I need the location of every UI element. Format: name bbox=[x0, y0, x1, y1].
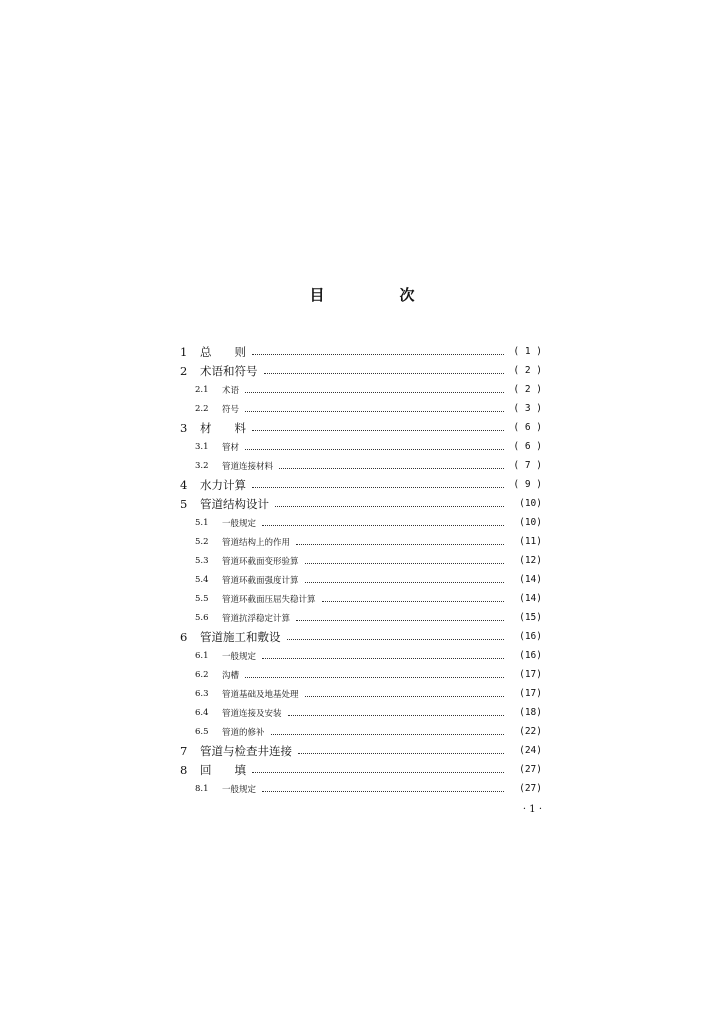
toc-entry-title: 一般规定 bbox=[222, 651, 257, 662]
toc-entry-title: 管道施工和敷设 bbox=[200, 629, 281, 644]
dot-leader bbox=[287, 638, 505, 640]
toc-entry-title: 管道结构设计 bbox=[200, 496, 269, 511]
toc-entry-page: ( 2 ) bbox=[513, 365, 542, 376]
toc-entry-number: 2.1 bbox=[195, 384, 209, 395]
toc-entry-number: 5.6 bbox=[195, 612, 209, 623]
toc-entry-title: 总 则 bbox=[200, 344, 246, 359]
toc-entry-number: 6.4 bbox=[195, 707, 209, 718]
dot-leader bbox=[271, 733, 504, 735]
dot-leader bbox=[296, 543, 504, 545]
toc-entry-number: 5 bbox=[180, 496, 188, 511]
toc-entry-number: 5.3 bbox=[195, 555, 209, 566]
dot-leader bbox=[245, 410, 504, 412]
toc-entry-page: ( 2 ) bbox=[513, 384, 542, 395]
dot-leader bbox=[252, 771, 504, 773]
toc-entry-page: (24) bbox=[519, 745, 542, 756]
toc-entry-title: 术语和符号 bbox=[200, 363, 258, 378]
toc-entry-page: (17) bbox=[519, 669, 542, 680]
toc-entry-section[interactable] bbox=[180, 456, 542, 475]
dot-leader bbox=[245, 448, 504, 450]
toc-entry-title: 管材 bbox=[222, 442, 240, 453]
dot-leader bbox=[279, 467, 504, 469]
toc-entry-section[interactable] bbox=[180, 779, 542, 798]
toc-entry-section[interactable] bbox=[180, 589, 542, 608]
toc-entry-number: 4 bbox=[180, 477, 188, 492]
toc-entry-page: (27) bbox=[519, 764, 542, 775]
toc-entry-number: 6.1 bbox=[195, 650, 209, 661]
toc-entry-title: 回 填 bbox=[200, 762, 246, 777]
toc-entry-number: 3.2 bbox=[195, 460, 209, 471]
toc-entry-number: 3 bbox=[180, 420, 188, 435]
toc-entry-chapter[interactable] bbox=[180, 475, 542, 494]
toc-entry-title: 符号 bbox=[222, 404, 240, 415]
toc-entry-section[interactable] bbox=[180, 703, 542, 722]
toc-entry-section[interactable] bbox=[180, 570, 542, 589]
dot-leader bbox=[252, 486, 504, 488]
dot-leader bbox=[298, 752, 504, 754]
toc-entry-title: 管道环截面压屈失稳计算 bbox=[222, 594, 316, 605]
dot-leader bbox=[245, 676, 504, 678]
toc-entry-section[interactable] bbox=[180, 665, 542, 684]
toc-entry-title: 材 料 bbox=[200, 420, 246, 435]
dot-leader bbox=[322, 600, 504, 602]
dot-leader bbox=[262, 524, 504, 526]
toc-entry-title: 管道连接材料 bbox=[222, 461, 274, 472]
toc-entry-section[interactable] bbox=[180, 380, 542, 399]
toc-entry-number: 8.1 bbox=[195, 783, 209, 794]
toc-entry-number: 5.2 bbox=[195, 536, 209, 547]
toc-entry-page: (27) bbox=[519, 783, 542, 794]
toc-entry-page: ( 1 ) bbox=[513, 346, 542, 357]
toc-entry-page: (16) bbox=[519, 650, 542, 661]
toc-entry-number: 6 bbox=[180, 629, 188, 644]
toc-entry-number: 5.5 bbox=[195, 593, 209, 604]
toc-entry-page: ( 7 ) bbox=[513, 460, 542, 471]
page-number: · 1 · bbox=[522, 804, 542, 815]
toc-entry-number: 2 bbox=[180, 363, 188, 378]
toc-entry-page: (14) bbox=[519, 593, 542, 604]
toc-entry-page: (10) bbox=[519, 517, 542, 528]
toc-entry-number: 5.4 bbox=[195, 574, 209, 585]
toc-entry-number: 8 bbox=[180, 762, 188, 777]
dot-leader bbox=[305, 562, 504, 564]
dot-leader bbox=[252, 353, 504, 355]
dot-leader bbox=[264, 372, 505, 374]
toc-entry-section[interactable] bbox=[180, 399, 542, 418]
toc-entry-section[interactable] bbox=[180, 608, 542, 627]
toc-entry-page: (22) bbox=[519, 726, 542, 737]
toc-entry-title: 管道的修补 bbox=[222, 727, 265, 738]
toc-entry-chapter[interactable] bbox=[180, 760, 542, 779]
toc-entry-title: 沟槽 bbox=[222, 670, 240, 681]
toc-entry-chapter[interactable] bbox=[180, 494, 542, 513]
toc-entry-section[interactable] bbox=[180, 513, 542, 532]
dot-leader bbox=[296, 619, 504, 621]
toc-entry-title: 管道结构上的作用 bbox=[222, 537, 291, 548]
toc-entry-page: (12) bbox=[519, 555, 542, 566]
toc-entry-number: 6.5 bbox=[195, 726, 209, 737]
toc-entry-chapter[interactable] bbox=[180, 627, 542, 646]
table-of-contents bbox=[180, 342, 542, 798]
toc-entry-section[interactable] bbox=[180, 722, 542, 741]
page-title: 目 次 bbox=[309, 286, 445, 304]
toc-entry-title: 管道环截面变形验算 bbox=[222, 556, 299, 567]
toc-entry-page: ( 6 ) bbox=[513, 422, 542, 433]
dot-leader bbox=[252, 429, 504, 431]
toc-entry-section[interactable] bbox=[180, 532, 542, 551]
toc-entry-section[interactable] bbox=[180, 684, 542, 703]
dot-leader bbox=[262, 657, 504, 659]
toc-entry-number: 1 bbox=[180, 344, 188, 359]
toc-entry-page: (10) bbox=[519, 498, 542, 509]
toc-entry-page: (18) bbox=[519, 707, 542, 718]
toc-entry-number: 6.2 bbox=[195, 669, 209, 680]
toc-entry-chapter[interactable] bbox=[180, 342, 542, 361]
toc-entry-title: 管道环截面强度计算 bbox=[222, 575, 299, 586]
toc-entry-chapter[interactable] bbox=[180, 418, 542, 437]
toc-entry-section[interactable] bbox=[180, 646, 542, 665]
toc-entry-title: 管道连接及安装 bbox=[222, 708, 282, 719]
toc-entry-page: (14) bbox=[519, 574, 542, 585]
toc-entry-page: (17) bbox=[519, 688, 542, 699]
toc-entry-number: 5.1 bbox=[195, 517, 209, 528]
toc-entry-number: 3.1 bbox=[195, 441, 209, 452]
toc-entry-page: ( 3 ) bbox=[513, 403, 542, 414]
toc-entry-page: ( 6 ) bbox=[513, 441, 542, 452]
dot-leader bbox=[305, 581, 504, 583]
dot-leader bbox=[275, 505, 504, 507]
toc-entry-title: 管道抗浮稳定计算 bbox=[222, 613, 291, 624]
toc-entry-section[interactable] bbox=[180, 437, 542, 456]
dot-leader bbox=[245, 391, 504, 393]
toc-entry-number: 2.2 bbox=[195, 403, 209, 414]
toc-entry-section[interactable] bbox=[180, 551, 542, 570]
toc-entry-title: 一般规定 bbox=[222, 518, 257, 529]
toc-entry-number: 7 bbox=[180, 743, 188, 758]
toc-entry-title: 管道基础及地基处理 bbox=[222, 689, 299, 700]
dot-leader bbox=[305, 695, 504, 697]
toc-entry-title: 水力计算 bbox=[200, 477, 246, 492]
toc-entry-title: 一般规定 bbox=[222, 784, 257, 795]
toc-entry-page: (16) bbox=[519, 631, 542, 642]
toc-entry-page: (11) bbox=[519, 536, 542, 547]
toc-entry-page: (15) bbox=[519, 612, 542, 623]
toc-entry-number: 6.3 bbox=[195, 688, 209, 699]
dot-leader bbox=[262, 790, 504, 792]
toc-entry-chapter[interactable] bbox=[180, 741, 542, 760]
toc-entry-chapter[interactable] bbox=[180, 361, 542, 380]
toc-entry-title: 术语 bbox=[222, 385, 240, 396]
dot-leader bbox=[288, 714, 504, 716]
toc-entry-page: ( 9 ) bbox=[513, 479, 542, 490]
toc-entry-title: 管道与检查井连接 bbox=[200, 743, 292, 758]
